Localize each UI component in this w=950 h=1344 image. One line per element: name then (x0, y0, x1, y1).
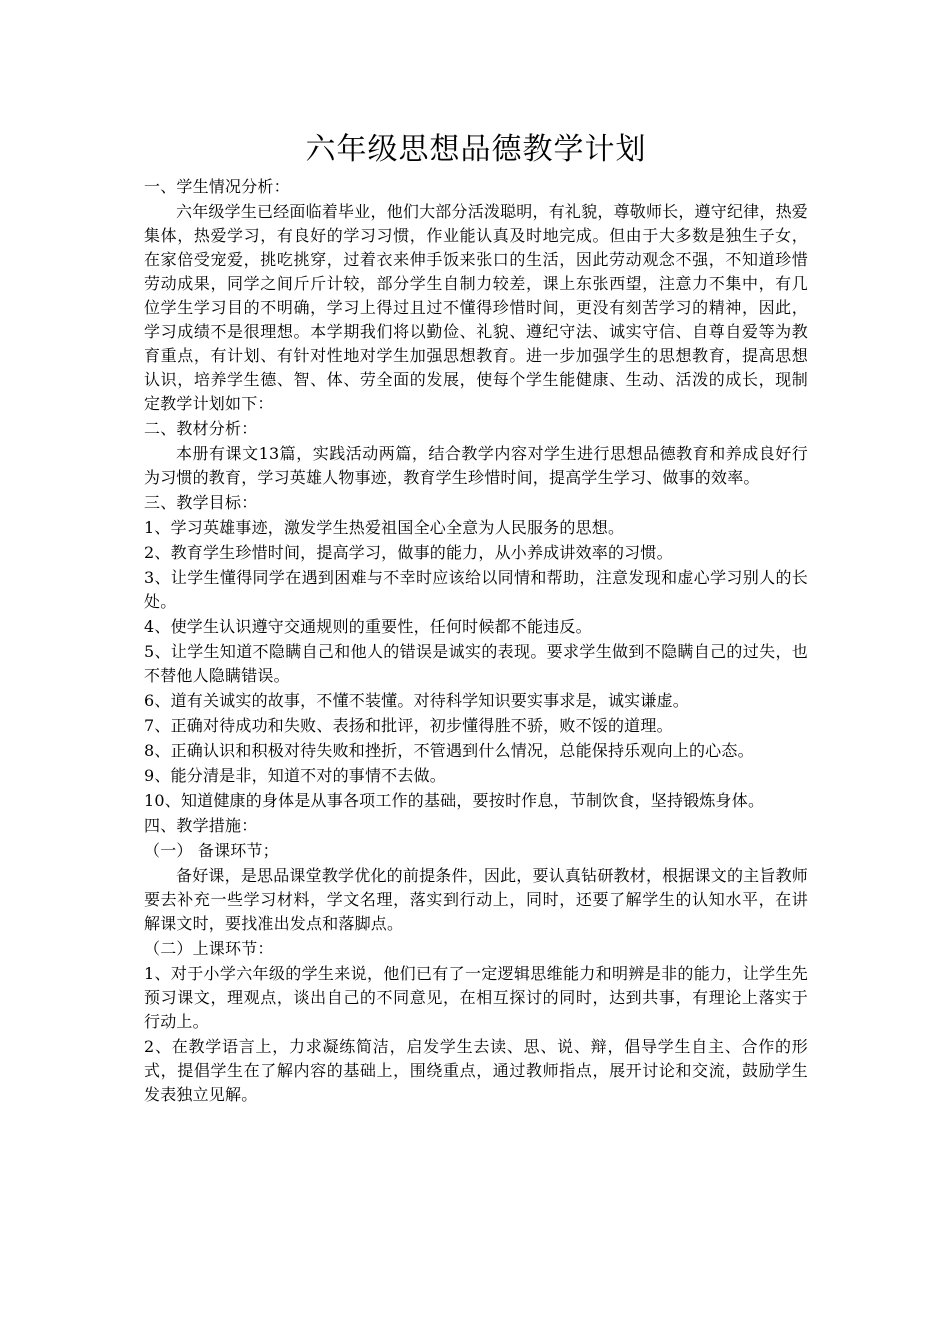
document-page (144, 128, 808, 1107)
section-heading-teaching-measures: 四、教学措施： (144, 816, 258, 835)
section-heading-student-analysis: 一、学生情况分析： (144, 177, 290, 196)
goal-item: 10、知道健康的身体是从事各项工作的基础，要按时作息，节制饮食，坚持锻炼身体。 (144, 791, 765, 810)
classroom-item: 2、在教学语言上，力求凝练简洁，启发学生去读、思、说、辩，倡导学生自主、合作的形式，提倡学生在了解内容的基础上，围绕重点，通过教师指点，展开讨论和交流，鼓励学生发表独立见解。 (144, 1037, 808, 1104)
goal-item: 2、教育学生珍惜时间，提高学习，做事的能力，从小养成讲效率的习惯。 (144, 543, 673, 562)
textbook-analysis-paragraph: 本册有课文13篇，实践活动两篇，结合教学内容对学生进行思想品德教育和养成良好行为习惯的教育，学习英雄人物事迹，教育学生珍惜时间，提高学生学习、做事的效率。 (144, 444, 808, 487)
goal-item: 8、正确认识和积极对待失败和挫折，不管遇到什么情况，总能保持乐观向上的心态。 (144, 741, 754, 760)
document-title: 六年级思想品德教学计划 (305, 132, 647, 167)
lesson-preparation-paragraph: 备好课，是思品课堂教学优化的前提条件，因此，要认真钻研教材，根据课文的主旨教师要去补充一些学习材料，学文名理，落实到行动上，同时，还要了解学生的认知水平，在讲解课文时，要找准出发点和落脚点。 (144, 866, 808, 933)
goal-item: 5、让学生知道不隐瞒自己和他人的错误是诚实的表现。要求学生做到不隐瞒自己的过失，也不替他人隐瞒错误。 (144, 642, 808, 685)
goal-item: 6、道有关诚实的故事，不懂不装懂。对待科学知识要实事求是，诚实谦虚。 (144, 691, 689, 710)
goal-item: 1、学习英雄事迹，激发学生热爱祖国全心全意为人民服务的思想。 (144, 518, 625, 537)
student-analysis-paragraph: 六年级学生已经面临着毕业，他们大部分活泼聪明，有礼貌，尊敬师长，遵守纪律，热爱集体，热爱学习，有良好的学习习惯，作业能认真及时地完成。但由于大多数是独生子女，在家倍受宠爱，挑吃挑穿，过着衣来伸手饭来张口的生活，因此劳动观念不强，不知道珍惜劳动成果，同学之间斤斤计较，部分学生自制力较差，课上东张西望，注意力不集中，有几位学生学习目的不明确，学习上得过且过不懂得珍惜时间，更没有刻苦学习的精神，因此，学习成绩不是很理想。本学期我们将以勤俭、礼貌、遵纪守法、诚实守信、自尊自爱等为教育重点，有计划、有针对性地对学生加强思想教育。进一步加强学生的思想教育，提高思想认识，培养学生德、智、体、劳全面的发展，使每个学生能健康、生动、活泼的成长，现制定教学计划如下： (144, 202, 808, 413)
section-heading-textbook-analysis: 二、教材分析： (144, 419, 258, 438)
subsection-heading-classroom: （二）上课环节： (144, 939, 274, 958)
goal-item: 9、能分清是非，知道不对的事情不去做。 (144, 766, 446, 785)
section-heading-teaching-goals: 三、教学目标： (144, 493, 258, 512)
goal-item: 7、正确对待成功和失败、表扬和批评，初步懂得胜不骄，败不馁的道理。 (144, 716, 673, 735)
classroom-item: 1、对于小学六年级的学生来说，他们已有了一定逻辑思维能力和明辨是非的能力，让学生先预习课文，理观点，谈出自己的不同意见，在相互探讨的同时，达到共事，有理论上落实于行动上。 (144, 964, 808, 1031)
goal-item: 4、使学生认识遵守交通规则的重要性，任何时候都不能违反。 (144, 617, 592, 636)
subsection-heading-lesson-preparation: （一） 备课环节； (144, 841, 279, 860)
goal-item: 3、让学生懂得同学在遇到困难与不幸时应该给以同情和帮助，注意发现和虚心学习别人的长处。 (144, 568, 808, 611)
